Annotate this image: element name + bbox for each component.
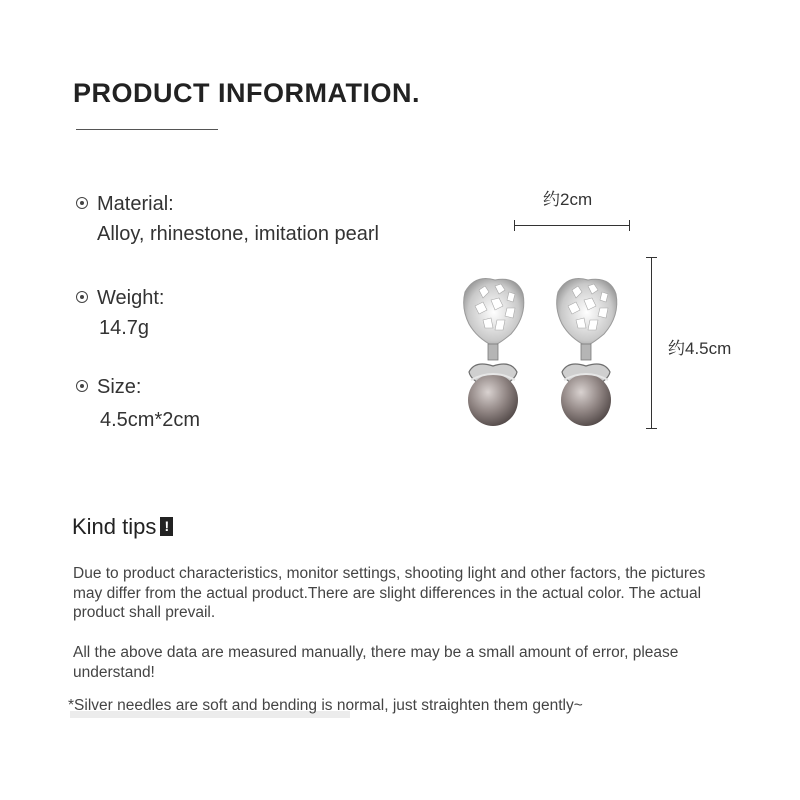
spec-weight [76,287,165,339]
silver-needle-note: *Silver needles are soft and bending is normal, just straighten them gently~ [68,697,583,714]
page-title: PRODUCT INFORMATION. [73,78,420,108]
spec-material [76,193,379,245]
tips-paragraph-2: All the above data are measured manually, there may be a small amount of error, please understand! [73,644,679,681]
height-dimension-label: 约4.5cm [668,339,732,358]
tips-paragraph-1: Due to product characteristics, monitor settings, shooting light and other factors, the pictures may differ from the actual product.There are slight differences in the actual color. The actual product shall prevail. [73,565,706,621]
earring-left-image [455,272,533,432]
bullet-icon [76,380,88,392]
width-dimension-line [514,225,630,226]
bullet-icon [76,291,88,303]
width-dimension-label: 约2cm [543,190,593,209]
height-dimension-line [651,257,652,429]
kind-tips-title: Kind tips [72,514,157,539]
spec-label: Size: [97,376,142,398]
title-divider [76,129,218,130]
spec-label: Material: [97,193,174,215]
earring-right-image [548,272,626,432]
spec-value: 4.5cm*2cm [100,409,201,431]
kind-tips-heading [72,514,173,540]
spec-label: Weight: [97,287,165,309]
spec-value: Alloy, rhinestone, imitation pearl [97,223,379,245]
exclamation-icon: ! [160,517,173,536]
spec-size [76,376,201,431]
bullet-icon [76,197,88,209]
spec-value: 14.7g [99,317,150,339]
